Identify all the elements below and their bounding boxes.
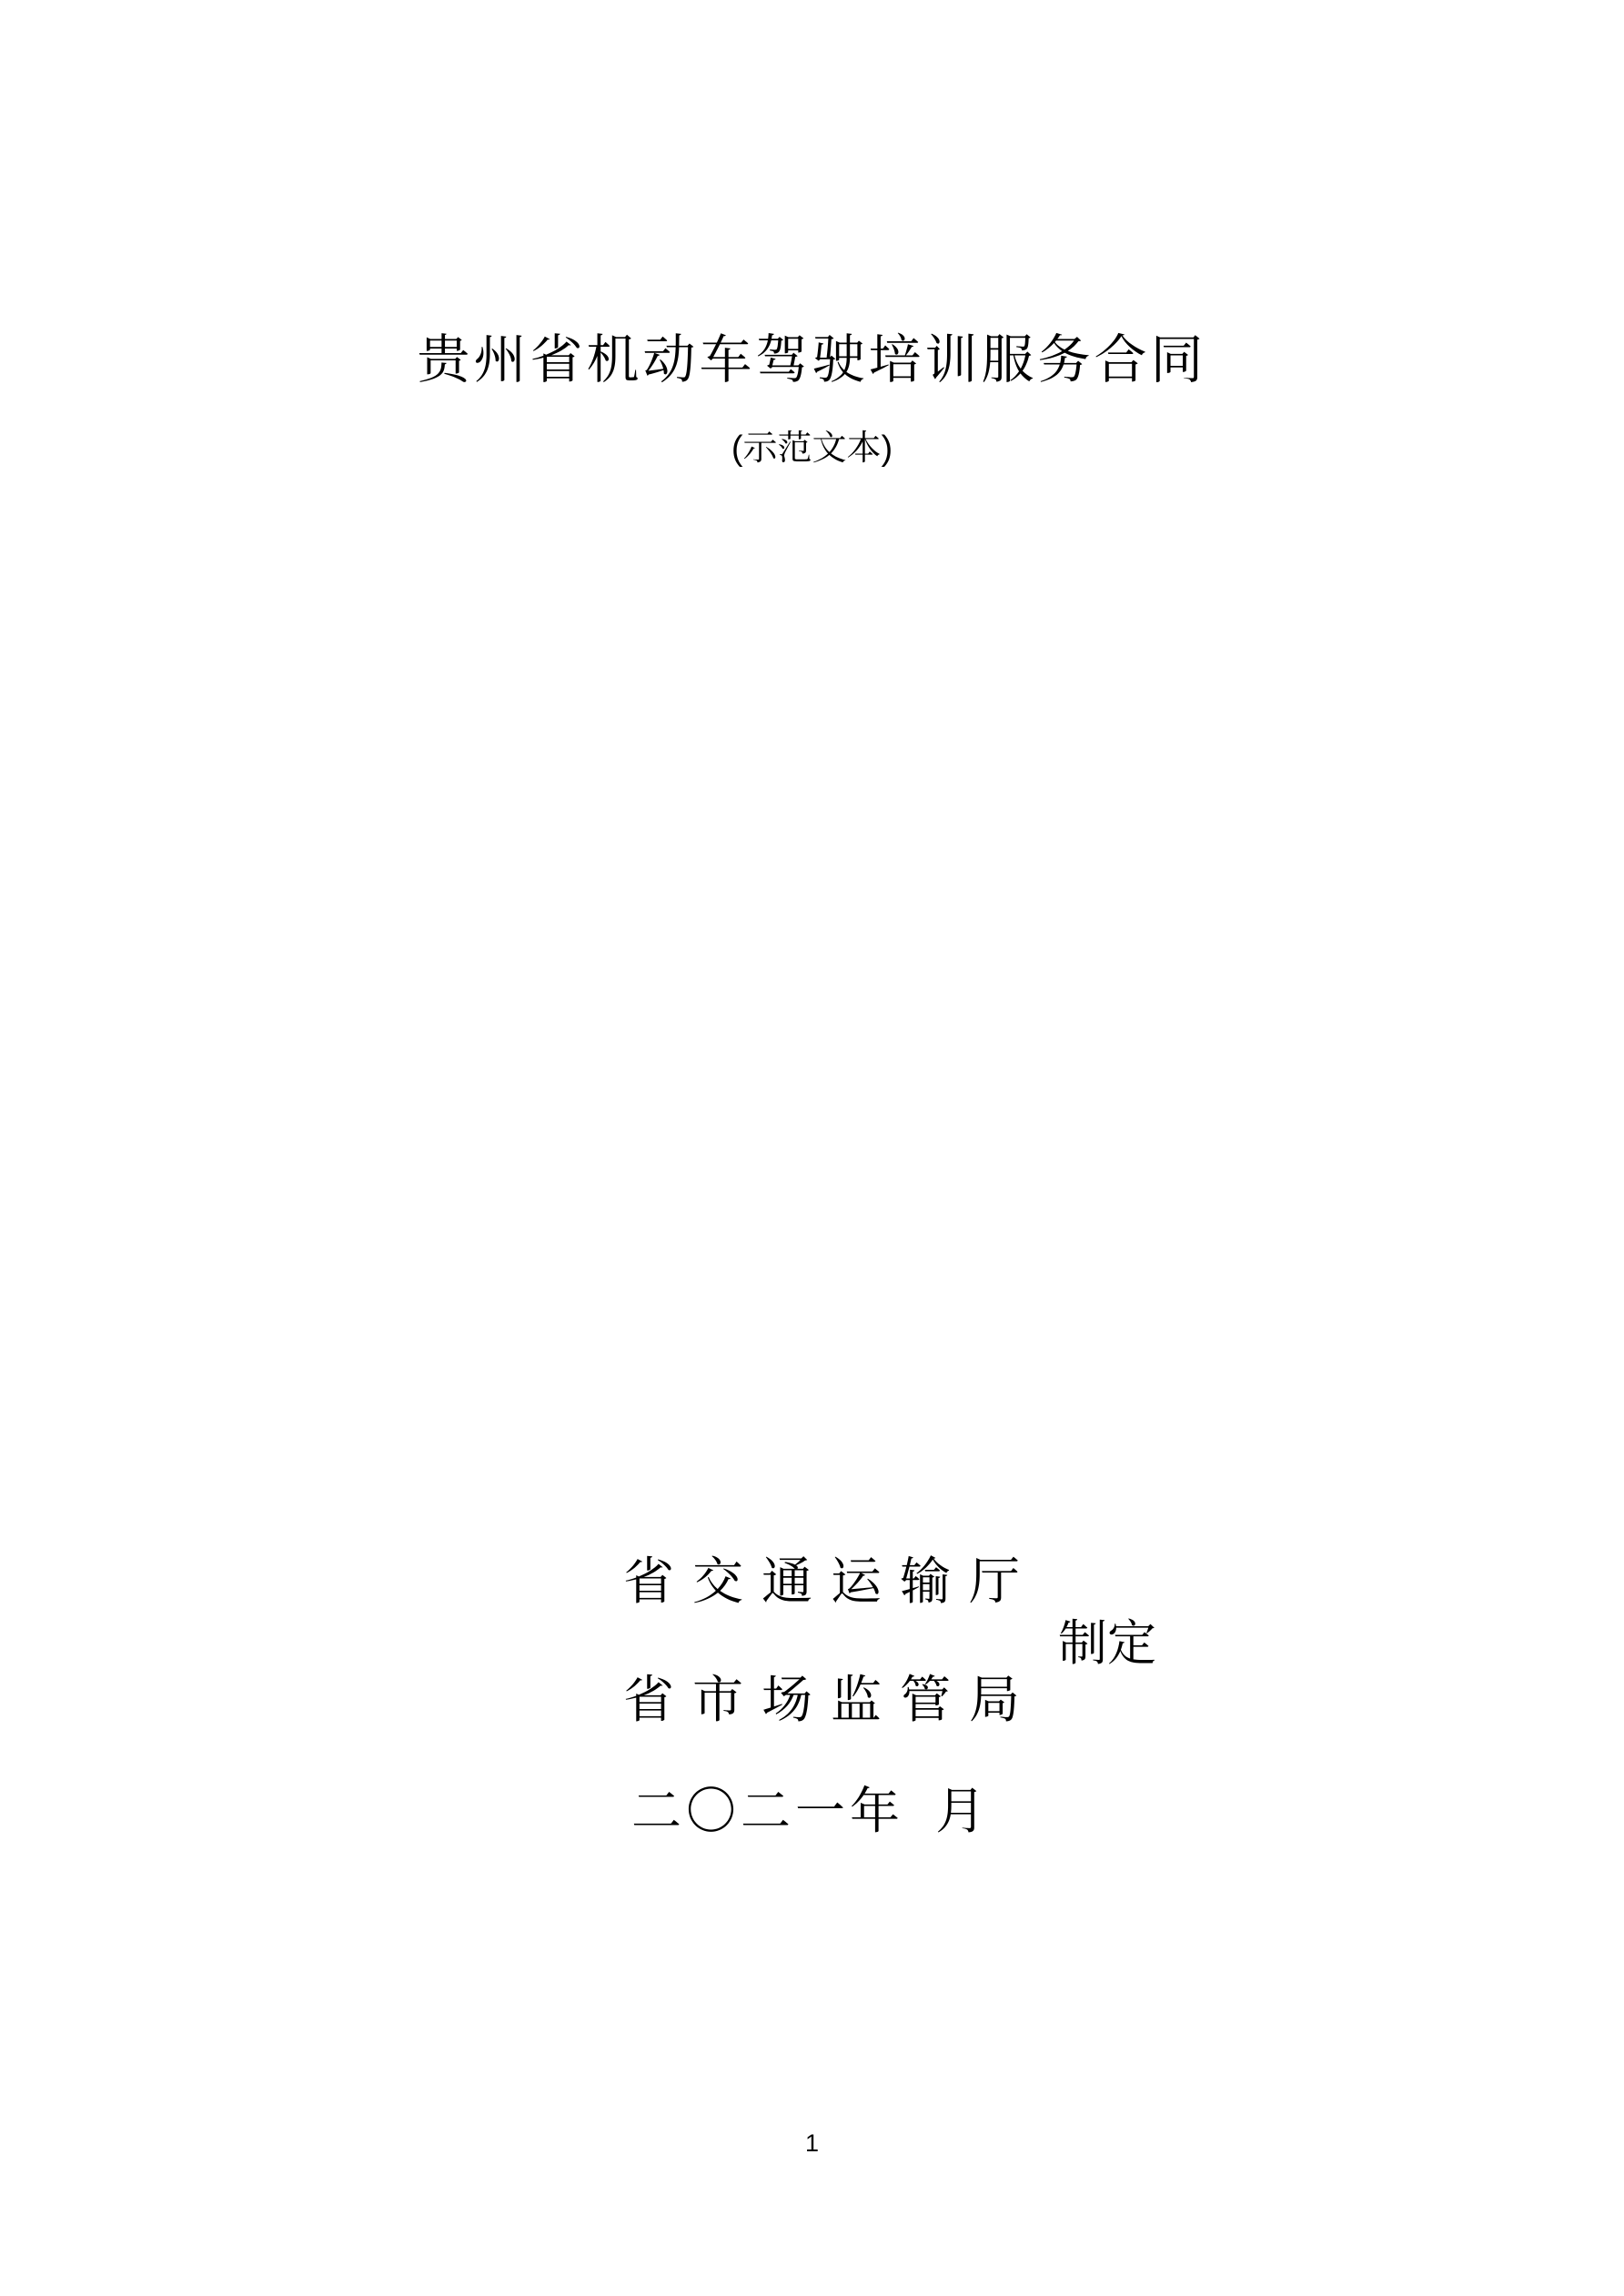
issuer-action-label: 制定 (1058, 1616, 1156, 1671)
document-date: 二〇二一年 月 (631, 1783, 991, 1839)
page-number: 1 (804, 2129, 820, 2157)
document-title: 贵州省机动车驾驶培训服务合同 (417, 330, 1207, 389)
issuer-line-transport: 省交通运输厅 (623, 1553, 1038, 1610)
document-subtitle: (示范文本) (731, 430, 893, 468)
issuer-line-market: 省市场监管局 (623, 1671, 1038, 1728)
